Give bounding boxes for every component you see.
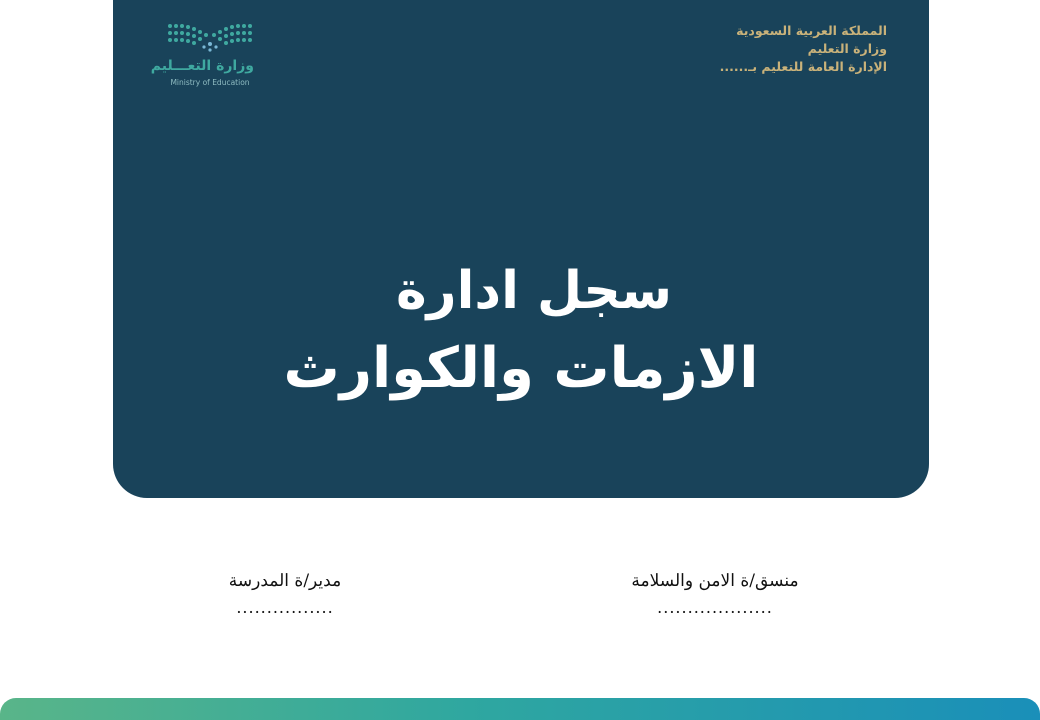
ministry-logo (150, 20, 258, 92)
page-title (113, 255, 929, 411)
principal-role: مدير/ة المدرسة (228, 571, 342, 591)
coordinator-signature (600, 566, 830, 620)
header-directorate: الإدارة العامة للتعليم بـ...... (719, 59, 887, 74)
principal-signature (200, 566, 370, 620)
logo-english-name: Ministry of Education (170, 78, 250, 87)
title-line-2: الازمات والكوارث (283, 336, 759, 401)
footer-gradient-bar (0, 698, 1040, 720)
logo-arabic-name: وزارة التعـــليم (150, 58, 254, 74)
principal-name-placeholder: ................ (236, 598, 334, 617)
header-info (720, 22, 887, 76)
header-country: المملكة العربية السعودية (736, 23, 887, 38)
coordinator-role: منسق/ة الامن والسلامة (631, 571, 799, 591)
title-line-1: سجل ادارة (395, 261, 673, 321)
dots-emblem-icon (166, 20, 254, 54)
header-ministry: وزارة التعليم (807, 41, 887, 56)
coordinator-name-placeholder: ................... (657, 598, 773, 617)
